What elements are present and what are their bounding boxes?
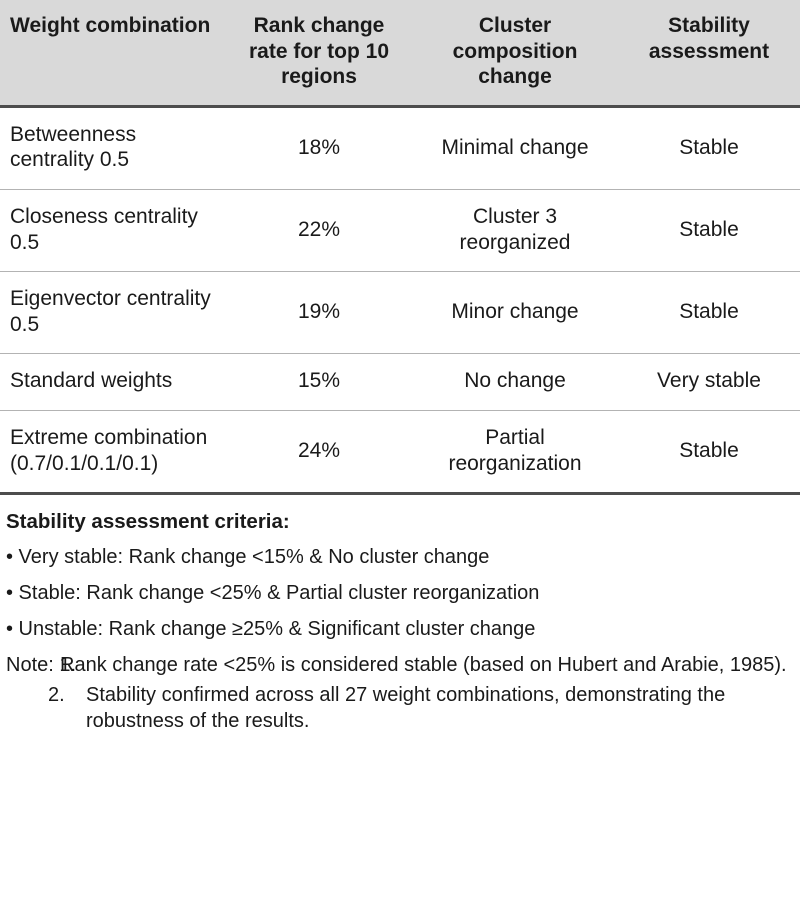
column-header-stability-assessment: Stability assessment <box>648 14 770 63</box>
column-header-weight-combination: Weight combination <box>10 14 211 37</box>
criteria-title: Stability assessment criteria: <box>6 510 290 534</box>
table-row <box>0 190 800 272</box>
criteria-item-very-stable: • Very stable: Rank change <15% & No cluster change <box>6 545 490 568</box>
cell-stability: Stable <box>618 272 800 354</box>
cell-rank-change-rate: 22% <box>226 190 412 272</box>
cell-rank-change-rate: 15% <box>226 354 412 411</box>
header-row <box>0 0 800 106</box>
table-row <box>0 354 800 411</box>
cell-rank-change-rate: 19% <box>226 272 412 354</box>
criteria-item-stable: • Stable: Rank change <25% & Partial cluster reorganization <box>6 581 540 604</box>
cell-stability: Very stable <box>618 354 800 411</box>
cell-weight-combination: Closeness centrality 0.5 <box>0 190 226 272</box>
note-item-1 <box>6 652 794 678</box>
cell-rank-change-rate: 24% <box>226 411 412 494</box>
note-1-lead: Note: 1. <box>6 653 77 676</box>
cell-cluster-change: Cluster 3 reorganized <box>412 190 618 272</box>
cell-stability: Stable <box>618 190 800 272</box>
table-footnotes <box>0 495 800 734</box>
cell-weight-combination: Standard weights <box>0 354 226 411</box>
table-header <box>0 0 800 106</box>
cell-cluster-change: Partial reorganization <box>412 411 618 494</box>
note-2-text: Stability confirmed across all 27 weight combinations, demonstrating the robustness of the results. <box>86 683 726 732</box>
cell-stability: Stable <box>618 106 800 189</box>
column-header-rank-change-rate: Rank change rate for top 10 regions <box>248 14 390 89</box>
cell-weight-combination: Eigenvector centrality 0.5 <box>0 272 226 354</box>
cell-rank-change-rate: 18% <box>226 106 412 189</box>
cell-stability: Stable <box>618 411 800 494</box>
table-body <box>0 106 800 493</box>
table-row <box>0 106 800 189</box>
note-item-2 <box>6 682 794 734</box>
cell-cluster-change: Minimal change <box>412 106 618 189</box>
cell-weight-combination: Extreme combination (0.7/0.1/0.1/0.1) <box>0 411 226 494</box>
cell-weight-combination: Betweenness centrality 0.5 <box>0 106 226 189</box>
note-1-text: Rank change rate <25% is considered stable (based on Hubert and Arabie, 1985). <box>60 653 787 676</box>
criteria-item-unstable: • Unstable: Rank change ≥25% & Significant cluster change <box>6 617 536 640</box>
table-row <box>0 272 800 354</box>
cell-cluster-change: Minor change <box>412 272 618 354</box>
table-row <box>0 411 800 494</box>
column-header-cluster-composition-change: Cluster composition change <box>452 14 578 89</box>
cell-cluster-change: No change <box>412 354 618 411</box>
note-2-lead: 2. <box>48 683 65 706</box>
